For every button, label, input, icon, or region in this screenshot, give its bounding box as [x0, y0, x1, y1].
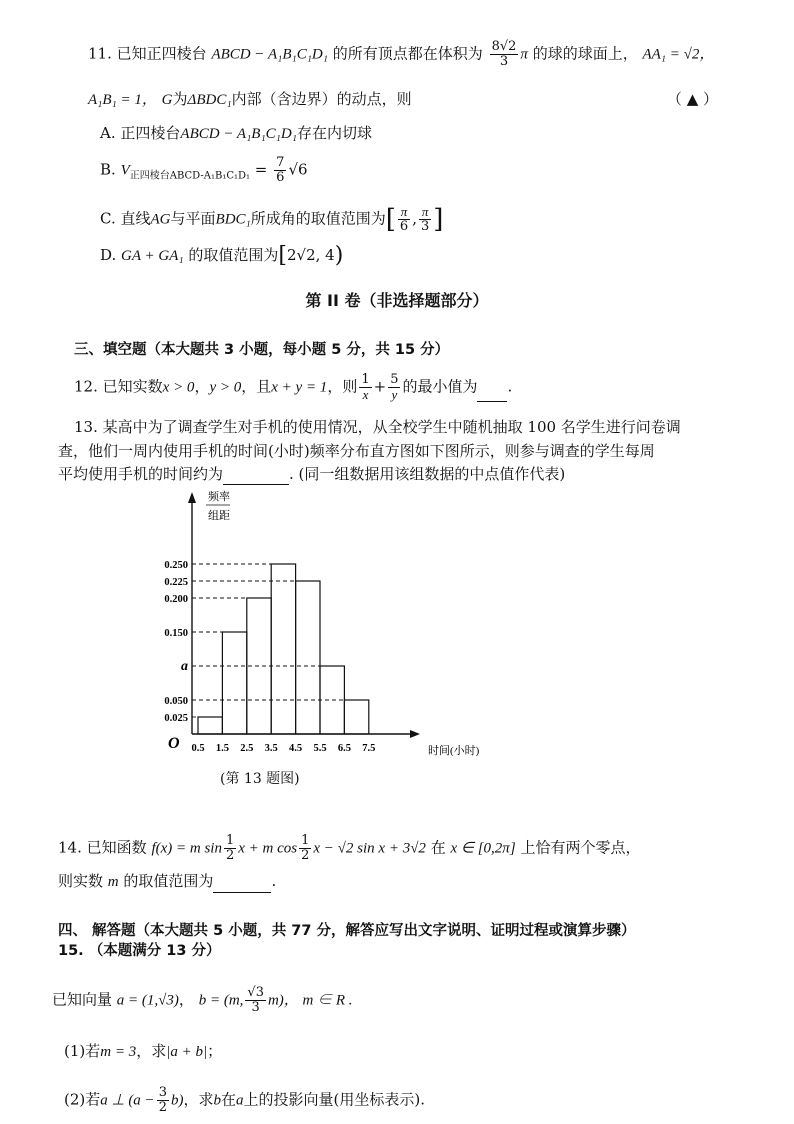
q15-text: (1)若: [64, 1042, 101, 1060]
q14-text: 上恰有两个零点，: [520, 838, 641, 857]
frac-num: π: [419, 205, 431, 220]
histogram-bar: [344, 700, 368, 734]
q13-figure-caption: (第 13 题图): [220, 771, 300, 787]
right-paren: ): [334, 243, 344, 268]
frac-den: y: [391, 387, 398, 402]
semicolon: ；: [207, 1042, 223, 1060]
left-bracket: [: [385, 204, 396, 235]
q12-cond: x > 0: [162, 379, 195, 396]
vector-a: a: [236, 1092, 244, 1109]
volume-subscript: 正四棱台ABCD-A₁B₁C₁D₁: [129, 170, 251, 182]
q12-text: ，且: [241, 377, 272, 396]
frac-den: 6: [276, 170, 285, 185]
y-tick-label: 0.250: [164, 560, 188, 571]
frac-den: 2: [301, 848, 310, 863]
frac-den: 3: [499, 54, 509, 69]
option-text: 正四棱台: [120, 124, 181, 142]
q11-triangle: ΔBDC₁: [187, 92, 232, 108]
section-3-header: 三、填空题（本大题共 3 小题，每小题 5 分，共 15 分）: [74, 342, 450, 358]
q11-line1: [88, 40, 714, 69]
volume-symbol: V: [120, 162, 130, 179]
option-text: 存在内切球: [296, 124, 372, 142]
pi-symbol: π: [520, 46, 528, 63]
origin-label: O: [168, 735, 180, 752]
q11-volume-fraction: [490, 40, 519, 69]
frac-den: 3: [420, 219, 430, 234]
comma: ，: [178, 990, 194, 1009]
x-tick-label: 2.5: [240, 743, 254, 754]
y-tick-label: 0.225: [164, 577, 188, 588]
left-bracket: [: [278, 243, 287, 268]
line-ag: AG: [150, 211, 171, 228]
frac-1-2: [224, 834, 236, 863]
q11-option-a: [100, 122, 372, 145]
q15-text: 已知向量: [52, 990, 113, 1009]
frac-num: √3: [247, 985, 264, 1000]
x-tick-label: 0.5: [191, 743, 205, 754]
q15-expr: b): [170, 1092, 184, 1109]
histogram-bar: [247, 598, 271, 734]
equals-sign: =: [254, 160, 268, 179]
q11-option-b: [100, 156, 308, 188]
frac-num: 1: [361, 372, 370, 387]
q13-line1: 13. 某高中为了调查学生对手机的使用情况，从全校学生中随机抽取 100 名学生进行问卷调: [74, 418, 681, 436]
q11-number: 11.: [88, 44, 112, 63]
frac-den: 3: [251, 1000, 260, 1015]
y-tick-label: 0.050: [164, 696, 188, 707]
histogram-bar: [320, 666, 344, 734]
frac-num: 8√2: [491, 39, 517, 54]
q15-given: [52, 986, 353, 1015]
q15-expr: a ⊥ (a −: [100, 1092, 155, 1109]
period: .: [507, 377, 513, 396]
frac-pi-6: [398, 205, 410, 234]
vector-b: m): [267, 992, 284, 1009]
option-text: 的取值范围为: [188, 246, 279, 264]
q11-option-c: C. 直线AG与平面BDC₁所成角的取值范围为[ $\frac{\pi}{6}$ , $\frac{\pi}{3}$ ]: [100, 204, 444, 235]
option-letter: A.: [100, 124, 116, 142]
answer-placeholder: （ ▲ ）: [666, 90, 718, 108]
histogram-bar: [271, 564, 295, 734]
x-axis-arrow: [410, 730, 420, 738]
q11-text: 的球的球面上，: [532, 44, 638, 63]
frac-num: 1: [225, 833, 235, 848]
right-bracket: ]: [433, 204, 444, 235]
y-tick-label: 0.025: [164, 713, 188, 724]
q15-domain: ， m ∈ R .: [283, 992, 353, 1009]
frac-5-y: [388, 373, 400, 402]
q15-text: ，求: [136, 1042, 167, 1060]
frac-pi-3: [419, 205, 431, 234]
q14-text: 已知函数: [86, 838, 147, 857]
plus-sign: +: [373, 377, 387, 396]
frac-num: 7: [276, 155, 285, 170]
q12-text: 已知实数: [102, 377, 163, 396]
y-tick-label: 0.200: [164, 594, 188, 605]
q15-abs: |a + b|: [166, 1044, 208, 1060]
section-4-header: 四、 解答题（本大题共 5 小题，共 77 分，解答应写出文字说明、证明过程或演算步骤）: [58, 923, 636, 939]
x-tick-label: 4.5: [289, 743, 303, 754]
frac-num: 1: [301, 833, 310, 848]
q14-function: x + m cos: [238, 840, 298, 857]
frac-den: 2: [158, 1100, 167, 1115]
q13-text: 平均使用手机的时间约为: [58, 465, 224, 483]
q12-cond: y > 0: [209, 379, 242, 396]
x-tick-label: 5.5: [313, 743, 327, 754]
plane-bdc1: BDC₁: [215, 211, 251, 228]
q11-a1b1: A₁B₁ = 1，: [88, 92, 157, 108]
q14-line1: [58, 834, 640, 863]
q15-text: 在: [220, 1090, 236, 1109]
frac-den: 2: [225, 848, 235, 863]
y-axis-label-den: 组距: [208, 510, 230, 522]
q15-text: (2)若: [64, 1090, 101, 1109]
y-tick-label: a: [181, 659, 188, 674]
histogram-bar: [296, 581, 320, 734]
q14-text: 则实数: [58, 872, 104, 890]
period: .: [271, 872, 277, 890]
q11-g: G: [161, 92, 173, 108]
q15-text: 上的投影向量(用坐标表示).: [243, 1090, 425, 1109]
q14-answer-blank[interactable]: [213, 876, 271, 893]
option-text: 所成角的取值范围为: [250, 209, 386, 228]
q11-solid: ABCD − A₁B₁C₁D₁: [211, 46, 328, 63]
q15-part2: [64, 1086, 425, 1115]
q13-line2: 查，他们一周内使用手机的时间(小时)频率分布直方图如下图所示，则参与调查的学生每周: [58, 442, 655, 460]
q12-cond: x + y = 1: [271, 379, 328, 396]
q14-text: 在: [430, 838, 446, 857]
q11-option-d: [100, 244, 343, 267]
q14-line2: [58, 870, 276, 893]
option-text: 直线: [120, 209, 151, 228]
q14-text: 的取值范围为: [123, 872, 214, 890]
q12: [74, 373, 512, 402]
option-solid: ABCD − A₁B₁C₁D₁: [180, 126, 297, 142]
vector-b: b = (m,: [198, 992, 244, 1009]
q14-m: m: [107, 874, 119, 890]
option-letter: B.: [100, 160, 116, 179]
q11-line2: [88, 88, 718, 111]
frac-den: x: [362, 387, 369, 402]
option-expr: GA + GA₁: [121, 248, 184, 264]
frac-num: π: [398, 205, 410, 220]
option-text: 与平面: [170, 209, 216, 228]
q15-heading: 15. （本题满分 13 分）: [58, 943, 221, 959]
y-axis-arrow: [188, 492, 196, 503]
q13-line3: [58, 463, 565, 485]
frac-sqrt3-3: [245, 986, 266, 1015]
x-tick-label: 7.5: [362, 743, 376, 754]
q13-text: . (同一组数据用该组数据的中点值作代表): [289, 465, 566, 483]
frac-den: 6: [399, 219, 409, 234]
option-letter: D.: [100, 246, 117, 264]
vector-b: b: [213, 1092, 221, 1109]
q11-text: 的所有顶点都在体积为: [332, 44, 483, 63]
q14-function: f(x) = m sin: [151, 840, 222, 857]
vector-a: a = (1,√3): [116, 992, 179, 1009]
q15-text: ，求: [183, 1090, 214, 1109]
y-axis-label-num: 频率: [208, 491, 230, 503]
x-tick-label: 1.5: [215, 743, 229, 754]
q12-number: 12.: [74, 377, 98, 396]
x-tick-label: 3.5: [264, 743, 278, 754]
frac-num: 5: [390, 372, 399, 387]
q14-domain: x ∈ [0,2π]: [450, 840, 516, 857]
frac-1-2: [299, 834, 311, 863]
q14-function: x − √2 sin x + 3√2: [313, 840, 426, 857]
q14-number: 14.: [58, 838, 82, 857]
option-b-fraction: [274, 156, 286, 185]
y-tick-label: 0.150: [164, 628, 188, 639]
frac-3-2: [157, 1086, 169, 1115]
frac-1-x: [359, 373, 371, 402]
histogram-bar: [198, 717, 222, 734]
part2-title: 第 II 卷（非选择题部分）: [305, 291, 489, 310]
comma: ，: [194, 377, 210, 396]
q12-text: 的最小值为: [402, 377, 478, 396]
radical: √6: [288, 160, 308, 179]
q11-text: 已知正四棱台: [116, 44, 207, 63]
q11-text: 为: [172, 90, 188, 108]
q15-part1: [64, 1040, 222, 1063]
q12-text: ，则: [327, 377, 358, 396]
q11-text: 内部（含边界）的动点，则: [231, 90, 412, 108]
histogram-bar: [222, 632, 246, 734]
frac-num: 3: [158, 1085, 167, 1100]
x-tick-label: 6.5: [337, 743, 351, 754]
x-axis-label: 时间(小时): [428, 745, 480, 757]
q12-answer-blank[interactable]: [477, 385, 507, 402]
option-letter: C.: [100, 209, 116, 228]
option-range: 2√2, 4: [287, 246, 335, 264]
q15-m: m = 3: [100, 1044, 137, 1060]
q13-answer-blank[interactable]: [223, 468, 289, 485]
q11-aa1: AA₁ = √2，: [642, 46, 715, 63]
